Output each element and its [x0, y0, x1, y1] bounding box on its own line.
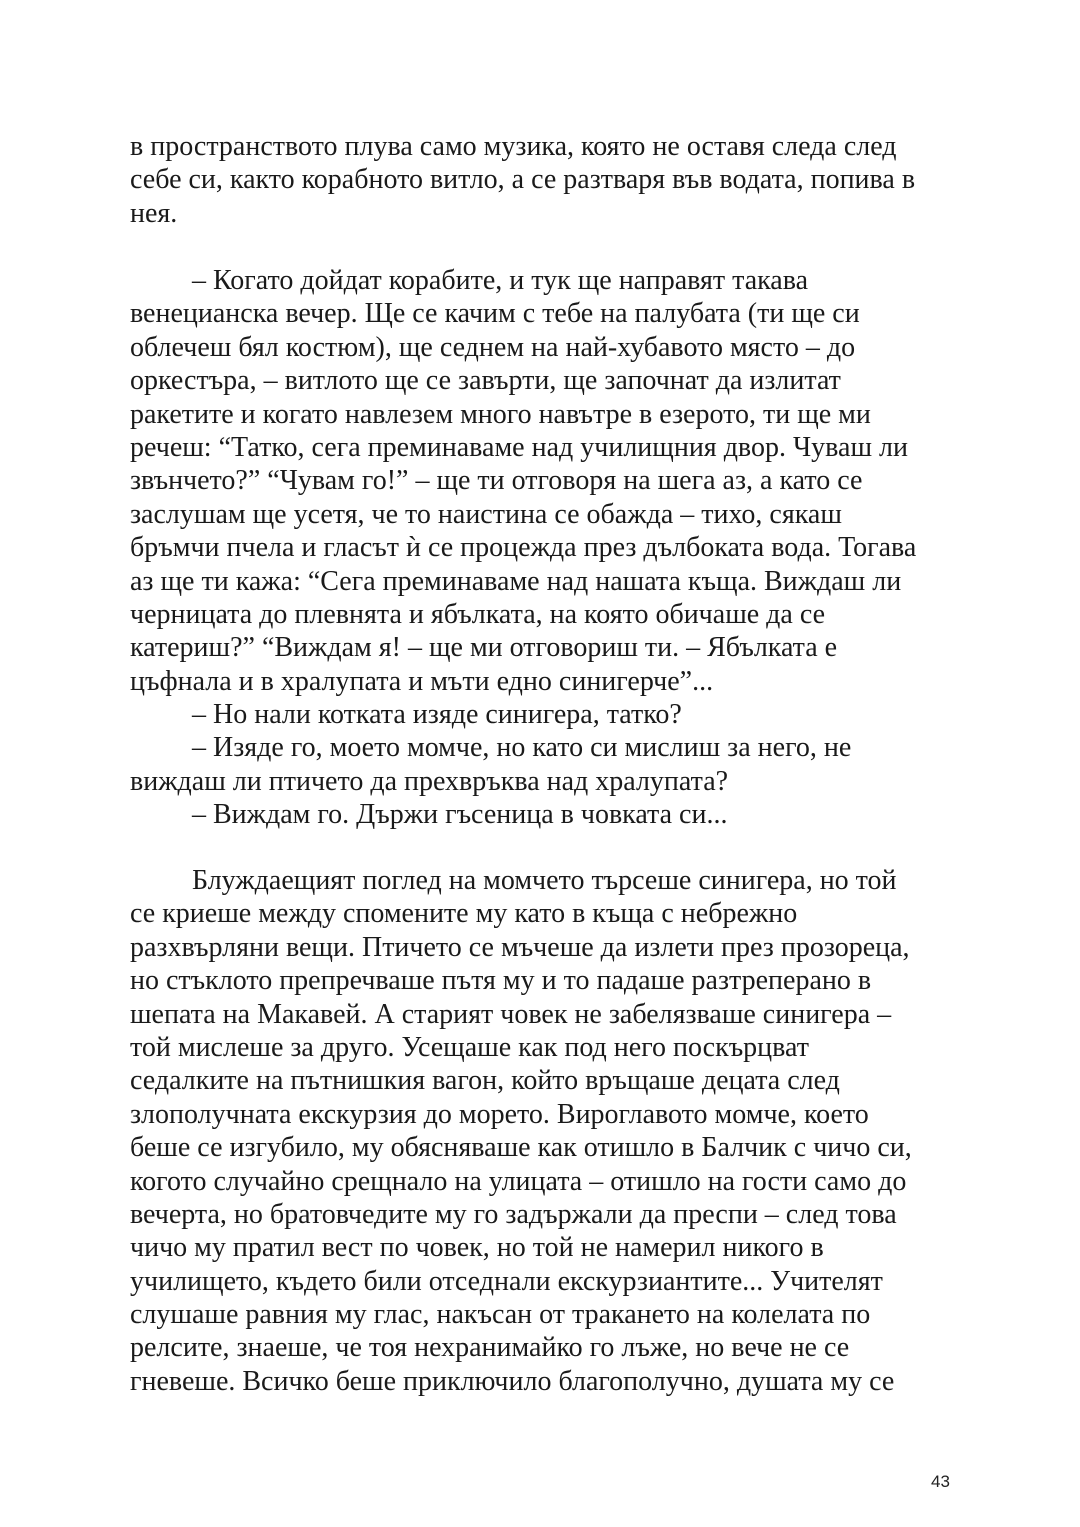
text-line: седалките на пътнишкия вагон, който връщаше децата след — [130, 1065, 840, 1097]
paragraph-1 — [130, 130, 955, 230]
text-line: слушаше равния му глас, накъсан от тракането на колелата по — [130, 1299, 871, 1331]
text-line: но стъклото препречваше пътя му и то падаше разтреперано в — [130, 965, 872, 997]
text-line: виждаш ли птичето да прехвръква над хралупата? — [130, 765, 729, 797]
text-line: – Изяде го, моето момче, но като си мислиш за него, не — [192, 732, 852, 764]
text-line: черницата до плевнята и ябълката, на която обичаше да се — [130, 598, 826, 630]
paragraph-6 — [130, 864, 955, 1398]
text-line: речеш: “Татко, сега преминаваме над училищния двор. Чуваш ли — [130, 431, 908, 463]
text-line: Блуждаещият поглед на момчето търсеше синигера, но той — [192, 865, 897, 896]
text-line: чичо му пратил вест по човек, но той не намерил никого в — [130, 1232, 824, 1264]
text-line: катериш?” “Виждам я! – ще ми отговориш ти. – Ябълката е — [130, 632, 838, 664]
text-line: нея. — [130, 197, 178, 229]
text-line: цъфнала и в хралупата и мъти едно синигерче”... — [130, 665, 714, 697]
text-line: – Но нали котката изяде синигера, татко? — [192, 699, 682, 731]
text-line: шепата на Макавей. А старият човек не забелязваше синигера – — [130, 998, 892, 1030]
text-line: себе си, както корабното витло, а се разтваря във водата, попива в — [130, 164, 916, 196]
paragraph-2 — [130, 264, 955, 832]
text-line: ракетите и когато навлезем много навътре в езерото, ти ще ми — [130, 398, 871, 430]
page-number: 43 — [931, 1472, 950, 1491]
text-line: заслушам ще усетя, че то наистина се обажда – тихо, сякаш — [130, 498, 842, 530]
text-line: разхвърляни вещи. Птичето се мъчеше да излети през прозореца, — [130, 931, 910, 963]
text-line: релсите, знаеше, че тоя нехранимайко го лъже, но вече не се — [130, 1332, 850, 1364]
text-line: злополучната екскурзия до морето. Вироглавото момче, което — [130, 1098, 869, 1130]
text-line: когото случайно срещнало на улицата – отишло на гости само до — [130, 1165, 907, 1197]
text-line: бръмчи пчела и гласът ѝ се процежда през дълбоката вода. Тогава — [130, 532, 917, 564]
text-line: в пространството плува само музика, която не оставя следа след — [130, 131, 897, 162]
text-line: той мислеше за друго. Усещаше как под него поскърцват — [130, 1031, 809, 1063]
text-line: се криеше между спомените му като в къща с небрежно — [130, 898, 798, 930]
text-line: звънчето?” “Чувам го!” – ще ти отговоря на шега аз, а като се — [130, 465, 863, 497]
text-line: аз ще ти кажа: “Сега преминаваме над нашата къща. Виждаш ли — [130, 565, 902, 597]
text-line: оркестъра, – витлото ще се завърти, ще започнат да излитат — [130, 365, 841, 397]
text-line: гневеше. Всичко беше приключило благополучно, душата му се — [130, 1365, 895, 1397]
text-line: облечеш бял костюм), ще седнем на най-хубавото място – до — [130, 331, 856, 363]
text-line: – Когато дойдат корабите, и тук ще направят такава — [192, 265, 809, 296]
text-line: вечерта, но братовчедите му го задържали да преспи – след това — [130, 1198, 897, 1230]
text-line: беше се изгубило, му обясняваше как отишло в Балчик с чичо си, — [130, 1132, 912, 1164]
text-line: – Виждам го. Държи гъсеница в човката си... — [192, 799, 728, 831]
text-line: венецианска вечер. Ще се качим с тебе на палубата (ти ще си — [130, 298, 860, 330]
text-line: училището, където били отседнали екскурзиантите... Учителят — [130, 1265, 883, 1297]
